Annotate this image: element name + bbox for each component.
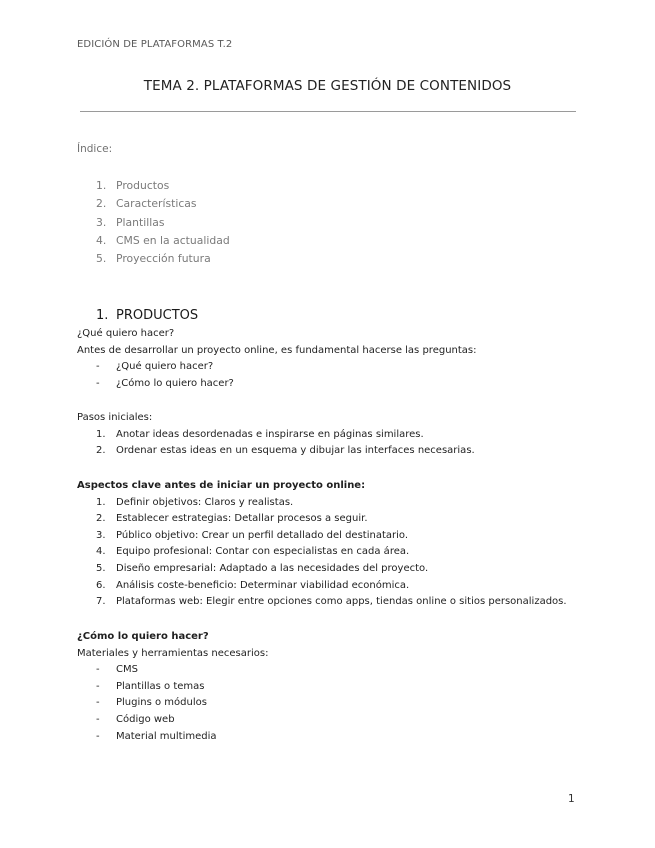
index-item: 2. Características [96,197,197,211]
index-list [77,177,230,268]
document-page: EDICIÓN DE PLATAFORMAS T.2 TEMA 2. PLATAFORMAS DE GESTIÓN DE CONTENIDOS Índice: 1. Productos 2. Características 3. Plantillas 4. CMS en la actualidad 5. Proyección futura 1. PRODUCTOS ¿Qué quiero hacer? Antes de desarrollar un proyecto online, es fundamental hacerse las preguntas: - ¿Qué quiero hacer? - ¿Cómo lo quiero hacer? Pasos iniciales: 1. Anotar ideas desordenadas e inspirarse en páginas similares. 2. Ordenar estas ideas en un esquema y dibujar las interfaces necesarias. Aspectos clave antes de iniciar un proyecto online: 1. Definir objetivos: Claros y realistas. 2. Establecer estrategias: Detallar procesos a seguir. 3. Público objetivo: Crear un perfil detallado del destinatario. 4. Equipo profesional: Contar con especialistas en cada área. 5. Diseño empresarial: Adaptado a las necesidades del proyecto. 6. Análisis coste-beneficio: Determinar viabilidad económica. 7. Plataformas web: Elegir entre opciones como apps, tiendas online o sitios personalizados. ¿Cómo lo quiero hacer? Materiales y herramientas necesarios: - CMS - Plantillas o temas - Plugins o módulos - Código web - Material multimedia 1 [0,0,655,848]
index-item: 5. Proyección futura [96,252,211,266]
list-item: 2. Establecer estrategias: Detallar procesos a seguir. [96,513,368,525]
question-line: ¿Qué quiero hacer? [77,328,175,339]
steps-label: Pasos iniciales: [77,412,153,423]
aspects-block [77,478,637,611]
list-item: 4. Equipo profesional: Contar con especialistas en cada área. [96,546,410,558]
list-item: 7. Plataformas web: Elegir entre opciones como apps, tiendas online o sitios personalizados. [96,596,567,608]
list-item: - Material multimedia [96,730,217,742]
materials-block [77,629,637,745]
steps-block [77,410,637,460]
how-label: ¿Cómo lo quiero hacer? [77,631,209,642]
list-item: 5. Diseño empresarial: Adaptado a las necesidades del proyecto. [96,562,429,574]
list-item: 3. Público objetivo: Crear un perfil detallado del destinatario. [96,529,409,541]
section-body [77,326,637,392]
list-item: - CMS [96,664,138,676]
materials-label: Materiales y herramientas necesarios: [77,647,269,659]
list-item: - ¿Cómo lo quiero hacer? [96,377,234,389]
list-item: - Plantillas o temas [96,680,205,692]
list-item: - ¿Qué quiero hacer? [96,361,214,373]
index-item: 4. CMS en la actualidad [96,233,230,247]
list-item: 1. Definir objetivos: Claros y realistas. [96,496,294,508]
page-header: EDICIÓN DE PLATAFORMAS T.2 [77,39,233,50]
index-item: 3. Plantillas [96,215,165,229]
title-divider [80,111,576,112]
index-item: 1. Productos [96,179,170,192]
page-number: 1 [568,793,575,805]
document-title: TEMA 2. PLATAFORMAS DE GESTIÓN DE CONTENIDOS [143,78,512,94]
list-item: - Código web [96,713,175,725]
list-item: 2. Ordenar estas ideas en un esquema y dibujar las interfaces necesarias. [96,445,475,457]
index-label: Índice: [77,143,113,155]
list-item: 1. Anotar ideas desordenadas e inspirarse en páginas similares. [96,428,424,440]
aspects-label: Aspectos clave antes de iniciar un proyecto online: [77,480,366,491]
intro-paragraph: Antes de desarrollar un proyecto online, es fundamental hacerse las preguntas: [77,344,477,356]
list-item: 6. Análisis coste-beneficio: Determinar viabilidad económica. [96,579,410,591]
list-item: - Plugins o módulos [96,697,207,709]
